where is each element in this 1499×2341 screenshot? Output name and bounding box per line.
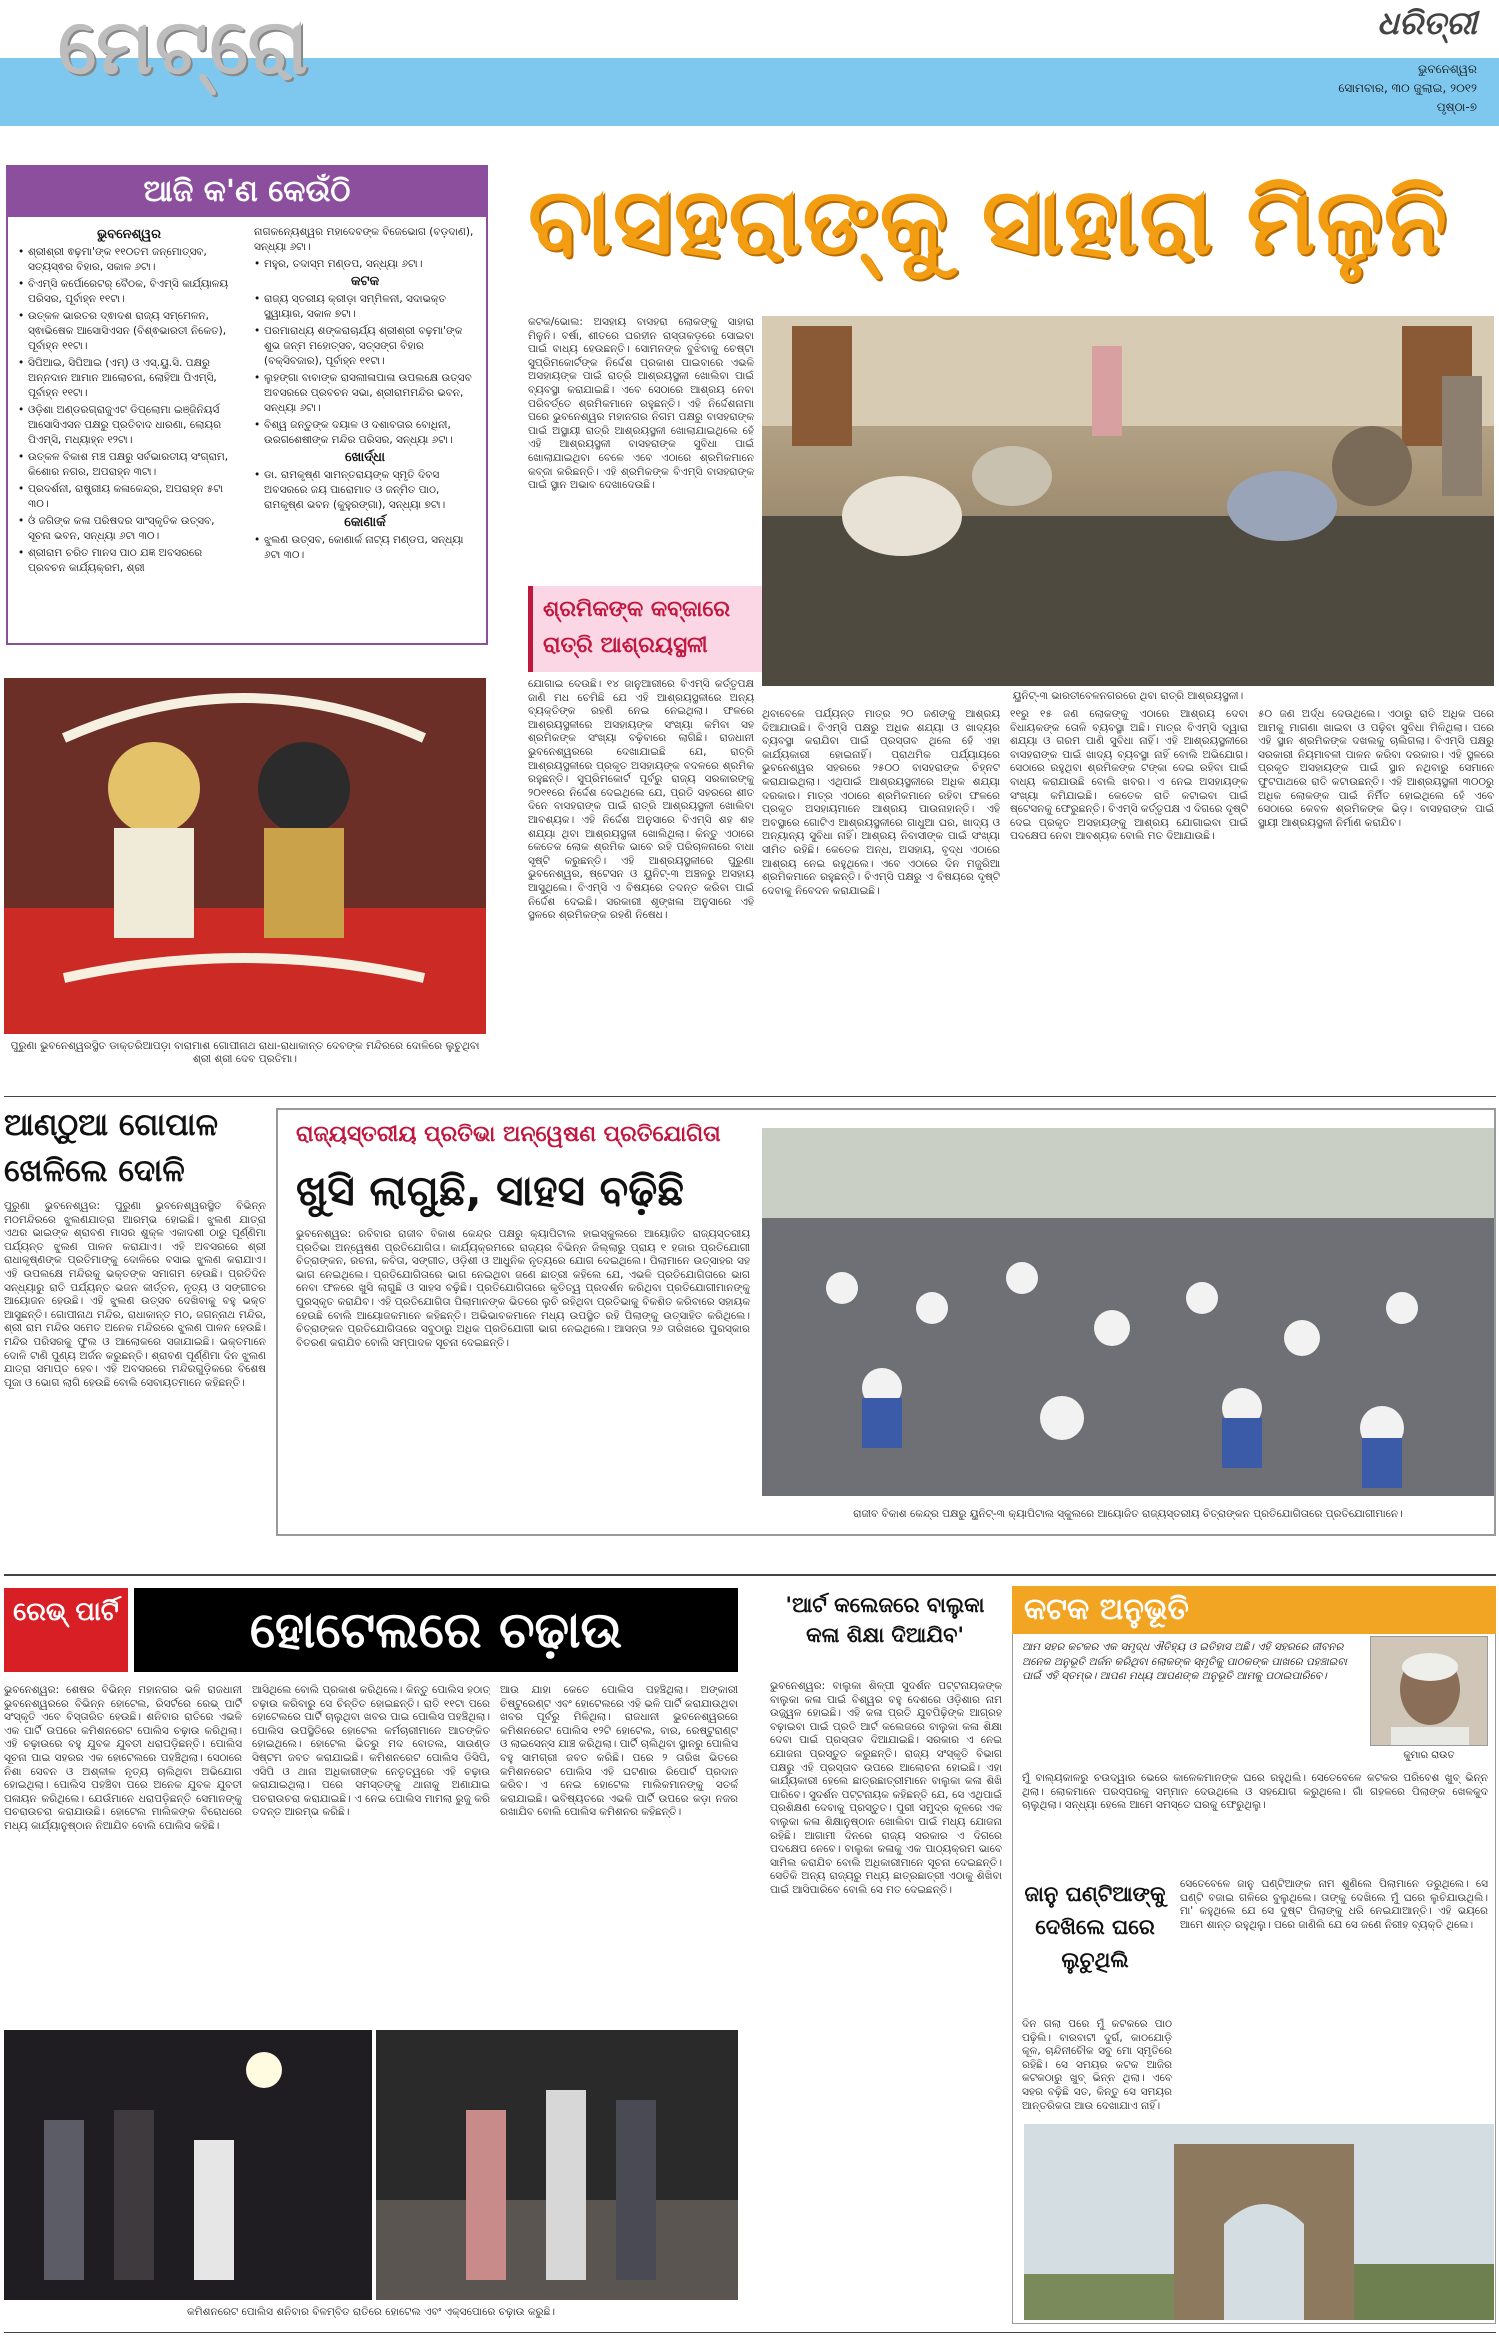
event-item: • ପରମାରାଧ୍ୟ ଶଙ୍କରାଚାର୍ଯ୍ୟ ଶ୍ରୀଶ୍ରୀ ବଢ଼ମା'ଙ୍କ ଶୁଭ ଜନ୍ମ ମହୋତ୍ସବ, ସତ୍ସଙ୍ଗ ବିହାର (ବକ୍ସିବଜାର), ପୂର୍ବାହ୍ନ ୧୧ଟା।: [254, 324, 476, 369]
event-item: • ଝୁଲଣ ଉତ୍ସବ, କୋଣାର୍କ ନାଟ୍ୟ ମଣ୍ଡପ, ସନ୍ଧ୍ୟା ୬ଟା ୩୦।: [254, 533, 476, 563]
events-column-left: [18, 225, 240, 578]
cuttack-body-top: ମୁଁ ବାଲ୍ୟକାଳରୁ ଚଉଦ୍ୱାର ଭେରେ କାଳେକମାନଙ୍କ ଘରେ ରହୁଥିଲି। ସେତେବେଳେ କଟକର ପରିବେଶ ଖୁବ୍ ଭିନ୍ନ ଥିଲା। ଲୋକମାନେ ପରସ୍ପରକୁ ସମ୍ମାନ ଦେଉଥିଲେ ଓ ସହଯୋଗ କରୁଥିଲେ। ଗାଁ ଗହଳରେ ପିଲାଙ୍କ ଖେଳକୁଦ ଚାଲୁଥିଲା। ସନ୍ଧ୍ୟା ହେଲେ ଆମେ ସମସ୍ତେ ଘରକୁ ଫେରୁଥିଲୁ।: [1022, 1772, 1488, 1812]
event-item: • ଓଡ଼ିଶା ଅଣ୍ଡରଗ୍ରାଜୁଏଟ ଡିପ୍ଲୋମା ଇଞ୍ଜିନିୟର୍ସ ଆସୋସିଏସନ ପକ୍ଷରୁ ପ୍ରତିବାଦ ଧାରଣା, ଲୋୟର ପିଏମ୍‌ସି, ମଧ୍ୟାହ୍ନ ୧୨ଟା।: [18, 403, 240, 448]
masthead: [0, 0, 1499, 132]
cuttack-body-right: ସେତେବେଳେ ଜାନୁ ଘଣ୍ଟିଆଙ୍କ ନାମ ଶୁଣିଲେ ପିଲାମାନେ ଡରୁଥିଲେ। ସେ ଘଣ୍ଟି ବଜାଇ ଗଳିରେ ବୁଲୁଥିଲେ। ତାଙ୍କୁ ଦେଖିଲେ ମୁଁ ଘରେ ଲୁଚିଯାଉଥିଲି। ମା' କହୁଥିଲେ ଯେ ସେ ଦୁଷ୍ଟ ପିଲାଙ୍କୁ ଧରି ନେଇଯାଆନ୍ତି। ଏହି ଭୟରେ ଆମେ ଶାନ୍ତ ରହୁଥିଲୁ। ପରେ ଜାଣିଲି ଯେ ସେ ଜଣେ ନିରୀହ ବ୍ୟକ୍ତି ଥିଲେ।: [1180, 1878, 1488, 1931]
event-item: • ପ୍ରଦର୍ଶନୀ, ରାଷ୍ଟ୍ରୀୟ କଳାକେନ୍ଦ୍ର, ଅପରାହ୍ନ ୫ଟା ୩୦।: [18, 482, 240, 512]
page-number: ପୃଷ୍ଠା-୭: [1436, 100, 1477, 114]
event-item: • ଶ୍ରୀଶ୍ରୀ ଵଢ଼ମା'ଙ୍କ ୧୧୦ତମ ଜନ୍ମୋତ୍ସବ, ସତ୍ୟସ୍ଵର ବିହାର, ସକାଳ ୬ଟା।: [18, 245, 240, 275]
divider: [4, 1574, 1496, 1576]
city-label: ଭୁବନେଶ୍ୱର: [1418, 62, 1477, 76]
divider: [4, 1096, 1496, 1097]
events-city: କଟକ: [350, 274, 380, 289]
masthead-meta: [1338, 60, 1477, 117]
events-column-right: [254, 225, 476, 578]
gopal-headline: ଆଣ୍ଠୁଆ ଗୋପାଳ ଖେଳିଲେ ଦୋଳି: [4, 1107, 218, 1189]
raid-photo-right: [376, 2030, 738, 2300]
gopal-body: ପୁରୁଣା ଭୁବନେଶ୍ୱର: ପୁରୁଣା ଭୁବନେଶ୍ୱରସ୍ଥିତ ବିଭିନ୍ନ ମଠମନ୍ଦିରରେ ଝୁଲଣଯାତ୍ରା ଆରମ୍ଭ ହୋଇଛି। ଝୁଲଣ ଯାତ୍ରା ଏଥର ଭାଇଙ୍କ ଶ୍ରାବଣ ମାସର ଶୁକ୍ଳ ଏକାଦଶୀ ଠାରୁ ପୂର୍ଣ୍ଣିମା ପର୍ଯ୍ୟନ୍ତ ଝୁଲଣ ପାଳନ କରାଯାଏ। ଏହି ଅବସରରେ ଶ୍ରୀ ରାଧାକୃଷ୍ଣଙ୍କ ପ୍ରତିମାଙ୍କୁ ଦୋଳିରେ ବସାଇ ଝୁଲଣ କରାଯାଏ। ଏହି ଉପଲକ୍ଷେ ମନ୍ଦିରକୁ ଭକ୍ତଙ୍କ ସମାଗମ ହେଉଛି। ପ୍ରତିଦିନ ସନ୍ଧ୍ୟାରୁ ରାତି ପର୍ଯ୍ୟନ୍ତ ଭଜନ କୀର୍ତ୍ତନ, ନୃତ୍ୟ ଓ ସଙ୍ଗୀତର ଆୟୋଜନ ହେଉଛି। ଏହି ଝୁଲଣ ଉତ୍ସବ ଦେଖିବାକୁ ବହୁ ଭକ୍ତ ଆସୁଛନ୍ତି। ଗୋପୀନାଥ ମନ୍ଦିର, ରାଧାକାନ୍ତ ମଠ, ଜଗନ୍ନାଥ ମନ୍ଦିର, ଶ୍ରୀ ରାମ ମନ୍ଦିର ସମେତ ଅନେକ ମନ୍ଦିରରେ ଝୁଲଣ ପାଳନ ହେଉଛି। ମନ୍ଦିର ପରିସରକୁ ଫୁଲ ଓ ଆଲୋକରେ ସଜାଯାଇଛି। ଭକ୍ତମାନେ ଦୋଳି ଟାଣି ପୁଣ୍ୟ ଅର୍ଜନ କରୁଛନ୍ତି। ଶ୍ରାବଣ ପୂର୍ଣ୍ଣିମା ଦିନ ଝୁଲଣ ଯାତ୍ରା ସମାପ୍ତ ହେବ। ଏହି ଅବସରରେ ମନ୍ଦିରଗୁଡ଼ିକରେ ବିଶେଷ ପୂଜା ଓ ଭୋଗ ଲାଗି ହେଉଛି ବୋଲି ସେବାୟତମାନେ କହିଛନ୍ତି।: [4, 1200, 266, 1389]
cuttack-body-bottom: ଦିନ ଗଲା ପରେ ମୁଁ କଟକରେ ପାଠ ପଢ଼ିଲି। ବାରବାଟୀ ଦୁର୍ଗ, କାଠଯୋଡ଼ି କୂଳ, ଚାନ୍ଦିନୀଚୌକ ସବୁ ମୋ ସ୍ମୃତିରେ ରହିଛି। ସେ ସମୟର କଟକ ଆଜିର କଟକଠାରୁ ଖୁବ୍ ଭିନ୍ନ ଥିଲା। ଏବେ ସହର ବଢ଼ିଛି ସତ, କିନ୍ତୁ ସେ ସମୟର ଆନ୍ତରିକତା ଆଉ ଦେଖାଯାଏ ନାହିଁ।: [1022, 2018, 1172, 2112]
rave-tag: ରେଭ୍ ପାର୍ଟି: [4, 1588, 128, 1672]
event-item: • ଲୁହଙ୍ଗା ବାବାଙ୍କ ରାସଲୀଳାପାଳା ଉପଲକ୍ଷେ ଉତ୍ସବ ଅବସରରେ ପ୍ରବଚନ ସଭା, ଶ୍ରୀରାମମନ୍ଦିର ଭବନ, ସନ୍ଧ୍ୟା ୬ଟା।: [254, 371, 476, 416]
lead-intro: କଟକ/ଭୋଲ: ଅସହାୟ ବାସହରା ଲୋକଙ୍କୁ ସାହାରା ମିଳୁନି। ବର୍ଷା, ଶୀତରେ ଘରହୀନ ରାସ୍ତାକଡ଼ରେ ସୋଇବା ପାଇଁ ବାଧ୍ୟ ହେଉଛନ୍ତି। ସୋମନଙ୍କ ବୁଝିବାକୁ ଚେଷ୍ଟା ସୁପ୍ରିମକୋର୍ଟଙ୍କ ନିର୍ଦ୍ଦେଶ ପ୍ରକାଶ ପାଇବାରେ ଏଭଳି ଅସହାୟଙ୍କ ପାଇଁ ରାତ୍ରି ଆଶ୍ରୟସ୍ଥଳୀ ଖୋଲିବା ପାଇଁ ବ୍ୟବସ୍ଥା କରାଯାଇଛି। ଏବେ ସେଠାରେ ଆଶ୍ରୟ ନେବା ପରିବର୍ତ୍ତେ ଶ୍ରମିକମାନେ ରହୁଛନ୍ତି। ଏହି ନିର୍ଦ୍ଦେଶନାମା ପରେ ଭୁବନେଶ୍ୱର ମହାନଗର ନିଗମ ପକ୍ଷରୁ ବାସହରାଙ୍କ ପାଇଁ ଅସ୍ଥାୟୀ ରାତ୍ରି ଆଶ୍ରୟସ୍ଥଳୀ ଖୋଲାଯାଇଥିଲେ ହେଁ ଏହି ଆଶ୍ରୟସ୍ଥଳୀ ବାସହରାଙ୍କ ସୁବିଧା ପାଇଁ ଖୋଲାଯାଇଥିବା ବେଳେ ଏବେ ଏଠାରେ ଶ୍ରମିକମାନେ କବ୍‌ଜା କରିଛନ୍ତି। ଏହି ଶ୍ରମିକଙ୍କ ବିଏମ୍‌ସି ବାସହରାଙ୍କ ପାଇଁ ସ୍ଥାନ ଅଭାବ ଦେଖାଦେଉଛି।: [528, 316, 754, 492]
events-box: [6, 165, 488, 645]
contest-headline: ଖୁସି ଲାଗୁଛି, ସାହସ ବଢ଼ିଛି: [296, 1166, 684, 1215]
cuttack-pullquote: ଜାନୁ ଘଣ୍ଟିଆଙ୍କୁ ଦେଖିଲେ ଘରେ ଲୁଚୁଥିଲି: [1024, 1882, 1166, 1972]
contest-photo-caption: ରାଜୀବ ବିକାଶ କେନ୍ଦ୍ର ପକ୍ଷରୁ ୟୁନିଟ୍-୩ କ୍ୟାପିଟାଲ ସ୍କୁଲରେ ଆୟୋଜିତ ରାଜ୍ୟସ୍ତରୀୟ ଚିତ୍ରାଙ୍କନ ପ୍ରତିଯୋଗିତାରେ ପ୍ରତିଯୋଗୀମାନେ।: [853, 1508, 1403, 1520]
lead-headline: ବାସହରାଙ୍କୁ ସାହାରା ମିଳୁନି: [528, 168, 1449, 275]
newspaper-logo: ଧରିତ୍ରୀ: [1377, 4, 1477, 42]
lead-body-column: ୧୧ରୁ ୧୫ ଜଣ ଲୋକଙ୍କୁ ଏଠାରେ ଆଶ୍ରୟ ଦେବା ବିଧାୟକଙ୍କ ତୋଳି ବ୍ୟବସ୍ଥା ଅଛି। ମାତ୍ର ବିଏମ୍‌ସି ଦ୍ୱାରା ଶଯ୍ୟା ଓ ଗରମ ପାଣି ସୁବିଧା ନାହିଁ। ଏହି ଆଶ୍ରୟସ୍ଥଳୀରେ ବାସହରାଙ୍କ ପାଇଁ ଖାଦ୍ୟ ବ୍ୟବସ୍ଥା ନାହିଁ ବୋଲି ଅଭିଯୋଗ। ସେଠାରେ ରହୁଥିବା ଶ୍ରମିକଙ୍କ ଟଙ୍କା ଦେଇ ରହିବା ପାଇଁ ବାଧ୍ୟ କରାଯାଉଛି ବୋଲି ଖବର। ଏ ନେଇ ଅସହାୟଙ୍କ ସଂଖ୍ୟା କମିଯାଇଛି। କେତେକ ରାତି କଟାଇବା ପାଇଁ ଷ୍ଟେସନକୁ ଫେରୁଛନ୍ତି। ବିଏମ୍‌ସି କର୍ତ୍ତୃପକ୍ଷ ଏ ଦିଗରେ ଦୃଷ୍ଟି ଦେଇ ପ୍ରକୃତ ଅସହାୟଙ୍କୁ ଆଶ୍ରୟ ଯୋଗାଇବା ପାଇଁ ପଦକ୍ଷେପ ନେବା ଆବଶ୍ୟକ ବୋଲି ମତ ଦିଆଯାଉଛି।: [1010, 708, 1248, 843]
event-item: • ଉତ୍କଳ ବିକାଶ ମଞ୍ଚ ପକ୍ଷରୁ ସର୍ବଭାରତୀୟ ସଂଗ୍ରାମ, କିଶୋର ନଗର, ଅପରାହ୍ନ ୩ଟା।: [18, 450, 240, 480]
event-item: • ବିଶ୍ୱ ଜନ୍ତୁଙ୍କ ଦୟାଳ ଓ ଦଶାବତାର ବୋଧିନୀ, ଉରଗଶେଷୀଙ୍କ ମନ୍ଦିର ପରିସର, ସନ୍ଧ୍ୟା ୬ଟା।: [254, 418, 476, 448]
date-label: ସୋମବାର, ୩୦ ଜୁଲାଇ, ୨୦୧୨: [1338, 81, 1477, 95]
raid-photo-left: [4, 2030, 372, 2300]
event-item: • ରାଜ୍ୟ ସ୍ତରୀୟ କ୍ରୀଡ଼ା ସମ୍ମିଳନୀ, ସଦାଭକ୍ତ ସ୍କ୍ୱାୟାର, ସକାଳ ୭ଟା।: [254, 292, 476, 322]
rave-body-column: ଭୁବନେଶ୍ୱର: ଶେଷର ବିଭିନ୍ନ ମହାନଗର ଭଳି ରାଜଧାନୀ ଭୁବନେଶ୍ୱରରେ ବିଭିନ୍ନ ହୋଟେଲ, ରିସର୍ଟରେ ରେଭ୍ ପାର୍ଟି ସଂସ୍କୃତି ଏବେ ବିସ୍ତାରିତ ହେଉଛି। ଶନିବାର ରାତିରେ ଏଭଳି ଏକ ପାର୍ଟି ଉପରେ କମିଶନରେଟ ପୋଲିସ ଚଢ଼ାଉ କରିଥିଲା। ଏହି ଚଢ଼ାଉରେ ବହୁ ଯୁବକ ଯୁବତୀ ଧରାପଡ଼ିଛନ୍ତି। ପୋଲିସ ସୂଚନା ପାଇ ସହରର ଏକ ହୋଟେଲରେ ପହଞ୍ଚିଥିଲା। ସେଠାରେ ନିଶା ସେବନ ଓ ଅଶ୍ଳୀଳ ନୃତ୍ୟ ଚାଲିଥିବା ଅଭିଯୋଗ ହୋଇଥିଲା। ପୋଲିସ ପହଞ୍ଚିବା ପରେ ଅନେକ ଯୁବକ ଯୁବତୀ ପଳାୟନ କରିଥିଲେ। ଯେଉଁମାନେ ଧରାପଡ଼ିଛନ୍ତି ସେମାନଙ୍କୁ ପଚରାଉଚରା କରାଯାଉଛି। ହୋଟେଲ ମାଲିକଙ୍କ ବିରୋଧରେ ମଧ୍ୟ କାର୍ଯ୍ୟାନୁଷ୍ଠାନ ନିଆଯିବ ବୋଲି ପୋଲିସ କହିଛି।: [4, 1684, 242, 1832]
author-portrait: [1370, 1636, 1488, 1746]
deities-photo: [4, 678, 486, 1034]
cuttack-intro: ଆମ ସହର କଟକର ଏକ ସମୃଦ୍ଧ ଐତିହ୍ୟ ଓ ଇତିହାସ ଅଛି। ଏହି ସହରରେ ଜୀବନର ଅନେକ ଅନୁଭୂତି ଅର୍ଜନ କରିଥିବା ଲୋକଙ୍କ ସ୍ମୃତିକୁ ପାଠକଙ୍କ ପାଖରେ ପହଞ୍ଚାଇବା ପାଇଁ ଏହି ସ୍ତମ୍ଭ। ଆପଣ ମଧ୍ୟ ଆପଣଙ୍କ ଅନୁଭୂତି ଆମକୁ ପଠାଇପାରିବେ।: [1022, 1641, 1347, 1682]
events-city: କୋଣାର୍କ: [344, 515, 386, 530]
events-city: ଭୁବନେଶ୍ୱର: [97, 227, 161, 242]
divider: [4, 2332, 1496, 2333]
event-item: • ଉତ୍କଳ ଭାରତର ଦ୍ଵାଦଶ ରାଜ୍ୟ ସମ୍ମେଳନ, ସ୍ଵାଭିଷେକ ଆସୋସିଏସନ (ବିଶ୍ଵଭାରତୀ ନିକେତ), ପୂର୍ବାହ୍ନ ୧୧ଟା।: [18, 309, 240, 354]
event-continued: ନାଗକନ୍ୟେଶ୍ୱର ମହାଦେବଙ୍କ ବିଜେଭୋଗ (ବଡ଼ଦାଣ), ସନ୍ଧ୍ୟା ୬ଟା।: [254, 226, 474, 253]
section-title: ମେଟ୍ରୋ: [58, 2, 311, 91]
contest-kicker: ରାଜ୍ୟସ୍ତରୀୟ ପ୍ରତିଭା ଅନ୍ୱେଷଣ ପ୍ରତିଯୋଗିତା: [296, 1122, 721, 1147]
event-item: • ମହୁର, ତଦାସ୍ମ ମଣ୍ଡପ, ସନ୍ଧ୍ୟା ୬ଟା।: [254, 257, 476, 272]
event-item: • ଡା. ରାମକୃଷ୍ଣ ସାମନ୍ତରାୟଙ୍କ ସ୍ମୃତି ଦିବସ ଅବସରରେ ଜୟ ପାରୋମାତ ଓ ଜନ୍ମିତ ପାଠ, ରାମକୃଷ୍ଣ ଭବନ (କୁହୁରଙ୍ଗା), ସନ୍ଧ୍ୟା ୭ଟା।: [254, 468, 476, 513]
lead-body-column: ଥିବାବେଳେ ପର୍ଯ୍ୟନ୍ତ ମାତ୍ର ୨୦ ଜଣଙ୍କୁ ଆଶ୍ରୟ ଦିଆଯାଉଛି। ବିଏମ୍‌ସି ପକ୍ଷରୁ ଅଧିକ ଶଯ୍ୟା ଓ ଖାଦ୍ୟର ବ୍ୟବସ୍ଥା କରାଯିବା ପାଇଁ ପ୍ରସ୍ତାବ ଥିଲେ ହେଁ ଏହା କାର୍ଯ୍ୟକାରୀ ହୋଇନାହିଁ। ପ୍ରାଥମିକ ପର୍ଯ୍ୟାୟରେ ଭୁବନେଶ୍ୱର ସହରରେ ୨୫୦୦ ବାସହରାଙ୍କ ଚିହ୍ନଟ କରାଯାଇଥିଲା। ଏଥିପାଇଁ ଆଶ୍ରୟସ୍ଥଳୀରେ ଅଧିକ ଶଯ୍ୟା ଦରକାର। ମାତ୍ର ଏଠାରେ ଶ୍ରମିକମାନେ ରହିବା ଫଳରେ ପ୍ରକୃତ ଅସହାୟମାନେ ଆଶ୍ରୟ ପାଉନାହାନ୍ତି। ଏହି ଅବସ୍ଥାରେ ଗୋଟିଏ ଆଶ୍ରୟସ୍ଥଳୀରେ ଗାଧୁଆ ଘର, ଖାଦ୍ୟ ଓ ଅନ୍ୟାନ୍ୟ ସୁବିଧା ନାହିଁ। ଆଶ୍ରୟ ନିବାସୀଙ୍କ ପାଇଁ ସଂଖ୍ୟା ସୀମିତ ରହିଛି। କେତେକ ଅନ୍ଧ, ଅସହାୟ, ବୃଦ୍ଧ ଏଠାରେ ଆଶ୍ରୟ ନେଇ ରହୁଥିଲେ। ଏବେ ଏଠାରେ ଦିନ ମଜୁରିଆ ଶ୍ରମିକମାନେ ରହୁଛନ୍ତି। ବିଏମ୍‌ସି ପକ୍ଷରୁ ଏ ବିଷୟରେ ଦୃଷ୍ଟି ଦେବାକୁ ନିବେଦନ କରାଯାଇଛି।: [762, 708, 1000, 897]
author-name: କୁମାର ରାଉତ: [1403, 1750, 1455, 1761]
lead-subhead-box: [528, 586, 764, 672]
rave-body-column: ଆଉ ଯାହା କେତେ ପୋଲିସ ପହଞ୍ଚିଥିଲା। ଅଙ୍କାରୀ ଚିଷ୍ଟୁରେଣ୍ଟ ଏବଂ ହୋଟେଲରେ ଏହି ଭଳି ପାର୍ଟି କରାଯାଉଥିବା ଖବର ପୂର୍ବରୁ ମିଳିଥିଲା। ରାଜଧାନୀ ଭୁବନେଶ୍ୱରରେ କମିଶନରେଟ ପୋଲିସ ୧୨ଟି ହୋଟେଲ, ବାର, ରେଷ୍ଟୁରାଣ୍ଟ ଓ ଲାଇସେନ୍ସ ଯାଞ୍ଚ କରିଥିଲା। ପାର୍ଟି ଚାଲିଥିବା ସ୍ଥାନରୁ ପୋଲିସ ବହୁ ସାମଗ୍ରୀ ଜବତ କରିଛି। ପରେ ୨ ତାରିଖ ଭିତରେ କମିଶନରେଟ ପୋଲିସ ଏହି ଘଟଣାର ରିପୋର୍ଟ ପ୍ରଦାନ କରିବ। ଏ ନେଇ ହୋଟେଲ ମାଲିକମାନଙ୍କୁ ସତର୍କ କରାଯାଇଛି। ଭବିଷ୍ୟତରେ ଏଭଳି ପାର୍ଟି ଉପରେ କଡ଼ା ନଜର ରଖାଯିବ ବୋଲି ପୋଲିସ କମିଶନର କହିଛନ୍ତି।: [500, 1684, 738, 1819]
lead-body-column: ୫୦ ଜଣ ଅର୍ଦ୍ଧ ଦେଉଥିଲେ। ଏଠାରୁ ରାତି ଅଧିକ ପରେ ଆମକୁ ମାଗଣା ଖାଇବା ଓ ପଢ଼ିବା ସୁବିଧା ମିଳିଥିଲା। ପରେ ଏହି ସ୍ଥାନ ଶ୍ରମିକଙ୍କ ଦଖଲକୁ ଚାଲିଗଲା। ବିଏମ୍‌ସି ପକ୍ଷରୁ ସରକାରୀ ନିୟମାବଳୀ ପାଳନ କରିବା ଦରକାର। ଏହି ସ୍ଥଳରେ ପ୍ରକୃତ ଅସହାୟଙ୍କ ପାଇଁ ସ୍ଥାନ ନଥିବାରୁ ସେମାନେ ଫୁଟପାଥରେ ରାତି କଟାଉଛନ୍ତି। ଏହି ଆଶ୍ରୟସ୍ଥଳୀ ୩୦୦ରୁ ଅଧିକ ଲୋକଙ୍କ ପାଇଁ ନିର୍ମିତ ହୋଇଥିଲେ ହେଁ ଏବେ ସେଠାରେ କେବଳ ଶ୍ରମିକଙ୍କ ଭିଡ଼। ବାସହରାଙ୍କ ପାଇଁ ସ୍ଥାୟୀ ଆଶ୍ରୟସ୍ଥଳୀ ନିର୍ମାଣ କରାଯିବ।: [1258, 708, 1494, 829]
rave-headline: ହୋଟେଲରେ ଚଢ଼ାଉ: [134, 1588, 738, 1672]
contest-body: ଭୁବନେଶ୍ୱର: ରବିବାର ରାଜୀବ ବିକାଶ କେନ୍ଦ୍ର ପକ୍ଷରୁ କ୍ୟାପିଟାଲ ହାଇସ୍କୁଲରେ ଆୟୋଜିତ ରାଜ୍ୟସ୍ତରୀୟ ପ୍ରତିଭା ଅନ୍ୱେଷଣ ପ୍ରତିଯୋଗିତା। କାର୍ଯ୍ୟକ୍ରମରେ ରାଜ୍ୟର ବିଭିନ୍ନ ଜିଲ୍ଲାରୁ ପ୍ରାୟ ୧ ହଜାର ପ୍ରତିଯୋଗୀ ଚିତ୍ରାଙ୍କନ, ରଚନା, କବିତା, ସଙ୍ଗୀତ, ଓଡ଼ିଶୀ ଓ ଆଧୁନିକ ନୃତ୍ୟରେ ଯୋଗ ଦେଇଥିଲେ। ପିଲାମାନେ ଉତ୍ସାହର ସହ ଭାଗ ନେଇଥିଲେ। ପ୍ରତିଯୋଗିତାରେ ଭାଗ ନେଇଥିବା ଜଣେ ଛାତ୍ରୀ କହିଲେ ଯେ, ଏଭଳି ପ୍ରତିଯୋଗିତାରେ ଭାଗ ନେବା ଫଳରେ ଖୁସି ଲାଗୁଛି ଓ ସାହସ ବଢ଼ିଛି। ପ୍ରତିଯୋଗିତାରେ କୃତିତ୍ୱ ପ୍ରଦର୍ଶନ କରିଥିବା ପ୍ରତିଯୋଗୀମାନଙ୍କୁ ପୁରସ୍କୃତ କରାଯିବ। ଏହି ପ୍ରତିଯୋଗିତା ପିଲାମାନଙ୍କ ଭିତରେ ଲୁଚି ରହିଥିବା ପ୍ରତିଭାକୁ ବିକଶିତ କରିବାରେ ସହାୟକ ହେଉଛି ବୋଲି ଆୟୋଜକମାନେ କହିଛନ୍ତି। ଅଭିଭାବକମାନେ ମଧ୍ୟ ଉପସ୍ଥିତ ରହି ପିଲାଙ୍କୁ ଉତ୍ସାହିତ କରିଥିଲେ। ଚିତ୍ରାଙ୍କନ ପ୍ରତିଯୋଗିତାରେ ସବୁଠାରୁ ଅଧିକ ପ୍ରତିଯୋଗୀ ଭାଗ ନେଇଥିଲେ। ଆସନ୍ତା ୨୬ ତାରିଖରେ ପୁରସ୍କାର ବିତରଣ କରାଯିବ ବୋଲି ସମ୍ପାଦକ ସୂଚନା ଦେଇଛନ୍ତି।: [296, 1228, 750, 1349]
shelter-photo-caption: ୟୁନିଟ୍-୩ ଭାରତୀବେଳନଗରରେ ଥିବା ରାତ୍ରି ଆଶ୍ରୟସ୍ଥଳୀ।: [1012, 690, 1244, 702]
event-item: • ଓଁ ଜଗିଙ୍କ କଳା ପରିଷଦର ସାଂସ୍କୃତିକ ଉତ୍ସବ, ସୂଚନା ଭବନ, ସନ୍ଧ୍ୟା ୬ଟା ୩୦।: [18, 514, 240, 544]
events-city: ଖୋର୍ଦ୍ଧା: [345, 450, 385, 465]
event-item: • ସିପିଆଇ, ସିପିଆଇ (ଏମ୍) ଓ ଏସ୍.ୟୁ.ସି. ପକ୍ଷରୁ ଅନ୍ନଦାନ ଆମାନ ଆଲୋଚନା, ଲୋହିଆ ପିଏମ୍‌ସି, ପୂର୍ବାହ୍ନ ୧୧ଟା।: [18, 356, 240, 401]
lead-subhead: ଶ୍ରମିକଙ୍କ କବ୍‌ଜାରେ ରାତ୍ରି ଆଶ୍ରୟସ୍ଥଳୀ: [543, 597, 731, 658]
art-headline: 'ଆର୍ଟ କଲେଜରେ ବାଲୁକା କଳା ଶିକ୍ଷା ଦିଆଯିବ': [785, 1593, 985, 1647]
events-heading: ଆଜି କ'ଣ କେଉଁଠି: [8, 167, 486, 217]
art-body: ଭୁବନେଶ୍ୱର: ବାଲୁକା ଶିଳ୍ପୀ ସୁଦର୍ଶନ ପଟ୍ଟନାୟକଙ୍କ ବାଲୁକା କଳା ପାଇଁ ବିଶ୍ୱର ବହୁ ଦେଶରେ ଓଡ଼ିଶାର ନାମ ଉଜ୍ଜ୍ୱଳ ହୋଇଛି। ଏହି କଳା ପ୍ରତି ଯୁବପିଢ଼ିଙ୍କ ଆଗ୍ରହ ବଢ଼ାଇବା ପାଇଁ ପ୍ରତି ଆର୍ଟ କଲେଜରେ ବାଲୁକା କଳା ଶିକ୍ଷା ଦେବା ପାଇଁ ପ୍ରସ୍ତାବ ଦିଆଯାଇଛି। ସରକାର ଏ ନେଇ ଯୋଜନା ପ୍ରସ୍ତୁତ କରୁଛନ୍ତି। ରାଜ୍ୟ ସଂସ୍କୃତି ବିଭାଗ ପକ୍ଷରୁ ଏହି ପ୍ରସ୍ତାବ ଉପରେ ଆଲୋଚନା ହୋଇଛି। ଏହା କାର୍ଯ୍ୟକାରୀ ହେଲେ ଛାତ୍ରଛାତ୍ରୀମାନେ ବାଲୁକା କଳା ଶିଖି ପାରିବେ। ସୁଦର୍ଶନ ପଟ୍ଟନାୟକ କହିଛନ୍ତି ଯେ, ସେ ଏଥିପାଇଁ ପ୍ରଶିକ୍ଷଣ ଦେବାକୁ ପ୍ରସ୍ତୁତ। ପୁରୀ ସମୁଦ୍ର କୂଳରେ ଏକ ବାଲୁକା କଳା ଶିକ୍ଷାନୁଷ୍ଠାନ ଖୋଲିବା ପାଇଁ ମଧ୍ୟ ଯୋଜନା ରହିଛି। ଆଗାମୀ ଦିନରେ ରାଜ୍ୟ ସରକାର ଏ ଦିଗରେ ପଦକ୍ଷେପ ନେବେ। ବାଲୁକା କଳାକୁ ଏକ ପାଠ୍ୟକ୍ରମ ଭାବେ ସାମିଲ କରାଯିବ ବୋଲି ଅଧିକାରୀମାନେ ସୂଚନା ଦେଇଛନ୍ତି। ସେତିକି ଅନ୍ୟ ରାଜ୍ୟରୁ ମଧ୍ୟ ଛାତ୍ରଛାତ୍ରୀ ଏଠାକୁ ଶିଖିବା ପାଇଁ ଆସିପାରିବେ ବୋଲି ସେ ମତ ଦେଇଛନ୍ତି।: [770, 1680, 1002, 1896]
deities-photo-caption: ପୁରୁଣା ଭୁବନେଶ୍ୱରସ୍ଥିତ ଡାକ୍ତରିଆପଡ଼ା ବାରାମାଶ ଗୋପୀନାଥ ରାଧା-ରାଧାକାନ୍ତ ଦେବଙ୍କ ମନ୍ଦିରରେ ଦୋଳିରେ ଲୁଚୁଥିବା ଶ୍ରୀ ଶ୍ରୀ ଦେବ ପ୍ରତିମା।: [10, 1040, 480, 1065]
cuttack-heading: କଟକ ଅନୁଭୂତି: [1024, 1592, 1189, 1627]
raid-photo-caption: କମିଶନରେଟ ପୋଲିସ ଶନିବାର ବିଳମ୍ବିତ ରାତିରେ ହୋଟେଲ ଏବଂ ଏକ୍ସପୋରେ ଚଢ଼ାଉ କରୁଛି।: [187, 2306, 555, 2318]
fort-gate-photo: [1024, 2124, 1494, 2320]
shelter-photo: [762, 316, 1494, 686]
lead-body-column: ଯୋଗାଇ ଦେଉଛି। ୧୪ ଜାନୁଆରୀରେ ବିଏମ୍‌ସି କର୍ତ୍ତୃପକ୍ଷ ଜାଣି ମଧ ଚେମିଛି ଯେ ଏହି ଆଶ୍ରୟସ୍ଥଳୀରେ ଅନ୍ୟ ବ୍ୟକ୍ତିଙ୍କ ରହଣି ନେଇ ନେଇଥିଲା। ଫଳରେ ଆଶ୍ରୟସ୍ଥଳୀରେ ଅସହାୟଙ୍କ ସଂଖ୍ୟା କମିବା ସହ ଶ୍ରମିକଙ୍କ ସଂଖ୍ୟା ବଢ଼ିବାରେ ଲାଗିଛି। ରାଜଧାନୀ ଭୁବନେଶ୍ୱରରେ ଦେଖାଯାଇଛି ଯେ, ରାତ୍ରି ଆଶ୍ରୟସ୍ଥଳୀରେ ପ୍ରକୃତ ଅସହାୟଙ୍କ ବଦଳରେ ଶ୍ରମିକ ରହୁଛନ୍ତି। ସୁପ୍ରିମକୋର୍ଟ ପୂର୍ବରୁ ରାଜ୍ୟ ସରକାରଙ୍କୁ ୨୦୧୧ରେ ନିର୍ଦ୍ଦେଶ ଦେଇଥିଲେ ଯେ, ପ୍ରତି ସହରରେ ଶୀତ ଦିନେ ବାସହରାଙ୍କ ପାଇଁ ରାତ୍ରି ଆଶ୍ରୟସ୍ଥଳୀ ଖୋଲିବା ଆବଶ୍ୟକ। ଏହି ନିର୍ଦ୍ଦେଶ ଅନୁସାରେ ବିଏମ୍‌ସି ଶହ ଶହ ଶଯ୍ୟା ଥିବା ଆଶ୍ରୟସ୍ଥଳୀ ଖୋଲିଥିଲା। କିନ୍ତୁ ଏଠାରେ କେତେକ ଲୋକ ଶ୍ରମିକ ଭାବେ ରହି ପରିଚାଳନାରେ ବାଧା ସୃଷ୍ଟି କରୁଛନ୍ତି। ଏହି ଆଶ୍ରୟସ୍ଥଳୀରେ ପୁରୁଣା ଭୁବନେଶ୍ୱର, ଷ୍ଟେସନ ଓ ୟୁନିଟ୍-୩ ଅଞ୍ଚଳରୁ ଅସହାୟ ଆସୁଥିଲେ। ବିଏମ୍‌ସି ଏ ବିଷୟରେ ତଦନ୍ତ କରିବା ପାଇଁ ନିର୍ଦ୍ଦେଶ ଦେଇଛି। ସରକାରୀ ଶୃଙ୍ଖଳା ଅନୁସାରେ ଏହି ସ୍ଥଳରେ ଶ୍ରମିକଙ୍କ ରହଣି ନିଷେଧ।: [528, 678, 754, 922]
rave-body-column: ଆସିଥିଲେ ବୋଲି ପ୍ରକାଶ କରିଥିଲେ। କିନ୍ତୁ ପୋଲିସ ହଠାତ୍ ଚଢ଼ାଉ କରିବାରୁ ସେ ଚିନ୍ତିତ ହୋଇଛନ୍ତି। ରାତି ୧୧ଟା ପରେ ହୋଟେଲରେ ପାର୍ଟି ଚାଲୁଥିବା ଖବର ପାଇ ପୋଲିସ ପହଞ୍ଚିଥିଲା। ପୋଲିସ ଉପସ୍ଥିତିରେ ହୋଟେଲ କର୍ମଚାରୀମାନେ ଆତଙ୍କିତ ହୋଇଥିଲେ। ହୋଟେଲ ଭିତରୁ ମଦ ବୋତଲ, ସାଉଣ୍ଡ ସିଷ୍ଟମ ଜବତ କରାଯାଇଛି। କମିଶନରେଟ ପୋଲିସ ଡିସିପି, ଏସିପି ଓ ଥାନା ଅଧିକାରୀଙ୍କ ନେତୃତ୍ୱରେ ଏହି ଚଢ଼ାଉ କରାଯାଇଥିଲା। ପରେ ସମସ୍ତଙ୍କୁ ଥାନାକୁ ଅଣାଯାଇ ପଚରାଉଚରା କରାଯାଇଛି। ଏ ନେଇ ପୋଲିସ ମାମଲା ରୁଜୁ କରି ତଦନ୍ତ ଆରମ୍ଭ କରିଛି।: [252, 1684, 490, 1819]
contest-photo: [762, 1128, 1494, 1496]
event-item: • ଶ୍ରୀରାମ ଚରିତ ମାନସ ପାଠ ଯଜ୍ଞ ଅବସରରେ ପ୍ରବଚନ କାର୍ଯ୍ୟକ୍ରମ, ଶ୍ରୀ: [18, 546, 240, 576]
event-item: • ବିଏମ୍‌ସି କର୍ପୋରେଟର୍ ବୈଠକ, ବିଏମ୍‌ସି କାର୍ଯ୍ୟାଳୟ ପରିସର, ପୂର୍ବାହ୍ନ ୧୧ଟା।: [18, 277, 240, 307]
